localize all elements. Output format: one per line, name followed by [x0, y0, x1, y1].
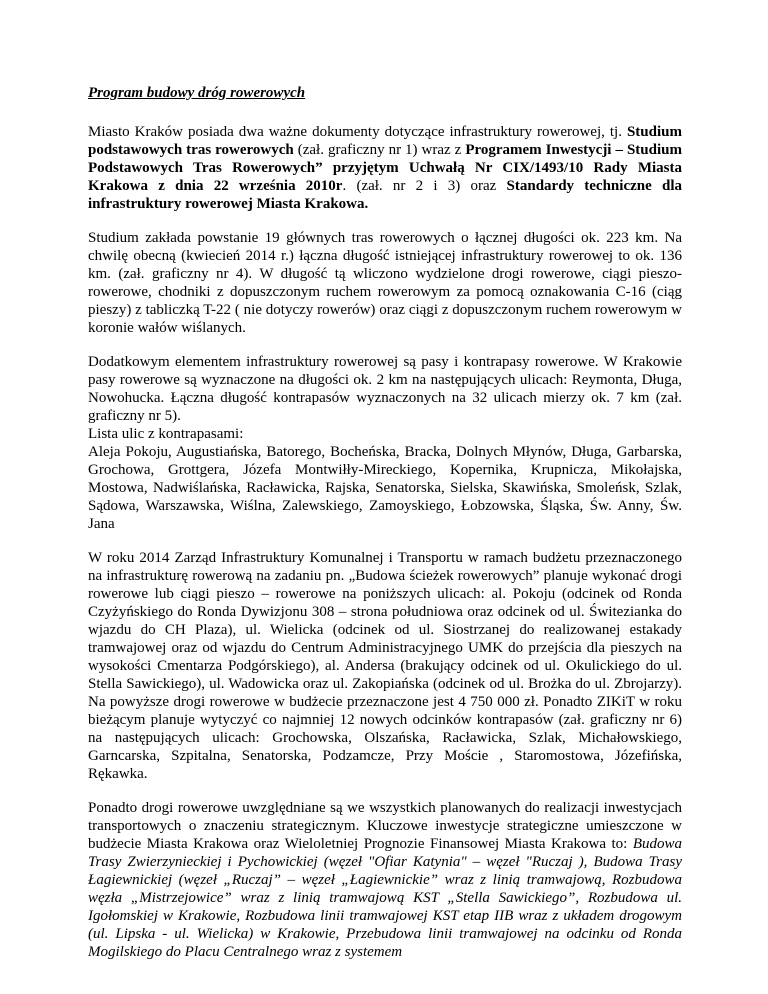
contraflow-street-list: Aleja Pokoju, Augustiańska, Batorego, Bocheńska, Bracka, Dolnych Młynów, Długa, Garbarska, Grochowa, Grottgera, Józefa Montwiłły-Mireckiego, Kopernika, Krupnicza, Mikołajska, Mostowa, Nadwiślańska, Racławicka, Rajska, Senatorska, Sielska, Skawińska, Smoleńsk, Szlak, Sądowa, Warszawska, Wiślna, Zalewskiego, Zamoyskiego, Łobzowska, Śląska, Św. Anny, Św. Jana: [88, 444, 682, 532]
paragraph-plan-2014: W roku 2014 Zarząd Infrastruktury Komunalnej i Transportu w ramach budżetu przeznaczonego na infrastrukturę rowerową na zadaniu pn. „Budowa ścieżek rowerowych” planuje wykonać drogi rowerowe lub ciągi pieszo – rowerowe na poniższych ulicach: al. Pokoju (odcinek od Ronda Czyżyńskiego do Ronda Dywizjonu 308 – strona południowa oraz odcinek od ul. Świtezianka do wjazdu do CH Plaza), ul. Wielicka (odcinek od ul. Siostrzanej do realizowanej estakady tramwajowej oraz od wjazdu do Centrum Administracyjnego UMK do przejścia dla pieszych na wysokości Cmentarza Podgórskiego), al. Andersa (brakujący odcinek od ul. Okulickiego do ul. Stella Sawickiego), ul. Wadowicka oraz ul. Zakopiańska (odcinek od ul. Brożka do ul. Zbrojarzy). Na powyższe drogi rowerowe w budżecie przeznaczone jest 4 750 000 zł. Ponadto ZIKiT w roku bieżącym planuje wytyczyć co najmniej 12 nowych odcinków kontrapasów (zał. graficzny nr 6) na następujących ulicach: Grochowska, Olszańska, Racławicka, Szlak, Michałowskiego, Garncarska, Szpitalna, Senatorska, Podzamcze, Przy Moście , Staromostowa, Józefińska, Rękawka.: [88, 550, 682, 782]
paragraph-intro-text-c: (zał. graficzny nr 1) wraz z: [293, 142, 466, 158]
program-inwestycji-bold: Programem Inwestycji – Studium Podstawowych Tras Rowerowych” przyjętym Uchwałą Nr CIX/1493/10 Rady Miasta Krakowa z dnia 22 września 2010r: [88, 142, 682, 194]
paragraph-strategic-investments: [88, 799, 682, 961]
studium-title-bold: Studium podstawowych tras rowerowych: [88, 124, 682, 158]
strategic-investments-italic: Budowa Trasy Zwierzynieckiej i Pychowickiej (węzeł "Ofiar Katynia" – węzeł "Ruczaj ), Budowa Trasy Łagiewnickiej (węzeł „Ruczaj” – węzeł „Łagiewnickie” wraz z linią tramwajową, Rozbudowa węzła „Mistrzejowice” wraz z linią tramwajową KST „Stella Sawickiego”, Rozbudowa ul. Igołomskiej w Krakowie, Rozbudowa linii tramwajowej KST etap IIB wraz z układem drogowym (ul. Lipska - ul. Wielicka) w Krakowie, Przebudowa linii tramwajowej na odcinku od Ronda Mogilskiego do Placu Centralnego wraz z systemem: [88, 836, 682, 960]
paragraph-strategic-text: Ponadto drogi rowerowe uwzględniane są we wszystkich planowanych do realizacji inwestycjach transportowych o znaczeniu strategicznym. Kluczowe inwestycje strategiczne umieszczone w budżecie Miasta Krakowa oraz Wieloletniej Prognozie Finansowej Miasta Krakowa to:: [88, 800, 682, 852]
paragraph-intro-text-a: Miasto Kraków posiada dwa ważne dokumenty dotyczące infrastruktury rowerowej, tj.: [88, 124, 627, 140]
paragraph-kontrapasy-text: Dodatkowym elementem infrastruktury rowerowej są pasy i kontrapasy rowerowe. W Krakowie pasy rowerowe są wyznaczone na długości ok. 2 km na następujących ulicach: Reymonta, Długa, Nowohucka. Łączna długość kontrapasów wyznaczonych na 32 ulicach mierzy ok. 7 km (zał. graficzny nr 5).: [88, 354, 682, 424]
paragraph-intro-text-d: . (zał. nr 2 i 3) oraz: [342, 178, 507, 194]
contraflow-list-heading: Lista ulic z kontrapasami:: [88, 426, 244, 442]
paragraph-intro: [88, 123, 682, 213]
paragraph-studium: Studium zakłada powstanie 19 głównych tras rowerowych o łącznej długości ok. 223 km. Na chwilę obecną (kwiecień 2014 r.) łączna długość istniejącej infrastruktury rowerowej to ok. 136 km. (zał. graficzny nr 4). W długość tą wliczono wydzielone drogi rowerowe, ciągi pieszo-rowerowe, chodniki z dopuszczonym ruchem rowerowym za pomocą oznakowania C-16 (ciąg pieszy) z tabliczką T-22 ( nie dotyczy rowerów) oraz ciągi z dopuszczonym ruchem rowerowym w koronie wałów wiślanych.: [88, 230, 682, 336]
standardy-techniczne-bold: Standardy techniczne dla infrastruktury rowerowej Miasta Krakowa.: [88, 178, 682, 212]
paragraph-kontrapasy: [88, 353, 682, 533]
document-title: Program budowy dróg rowerowych: [88, 85, 306, 101]
